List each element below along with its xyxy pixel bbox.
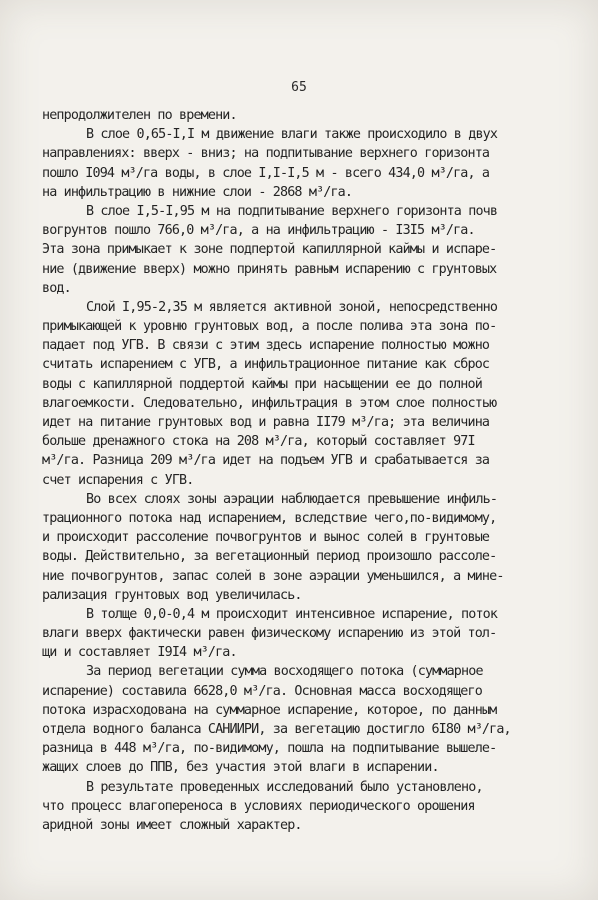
text-line: воды. Действительно, за вегетационный период произошло рассоле-	[42, 549, 497, 565]
page-number: 65	[291, 80, 307, 95]
text-line: ние почвогрунтов, запас солей в зоне аэрации уменьшился, а мине-	[42, 568, 504, 584]
text-line: Во всех слоях зоны аэрации наблюдается превышение инфиль-	[86, 491, 498, 507]
text-line: рализация грунтовых вод увеличилась.	[42, 587, 302, 603]
text-line: больше дренажного стока на 208 м³/га, который составляет 97I	[42, 434, 475, 450]
text-line: вод.	[42, 280, 71, 296]
text-line: трационного потока над испарением, вследствие чего,по-видимому,	[42, 510, 497, 526]
text-line: Слой I,95-2,35 м является активной зоной, непосредственно	[86, 299, 498, 315]
text-line: За период вегетации сумма восходящего потока (суммарное	[86, 664, 483, 680]
text-line: считать испарением с УГВ, а инфильтрационное питание как сброс	[42, 357, 490, 373]
text-line: влагоемкости. Следовательно, инфильтрация в этом слое полностью	[42, 395, 497, 411]
body-text	[42, 106, 564, 835]
text-line: непродолжителен по времени.	[42, 108, 237, 123]
text-line: разница в 448 м³/га, по-видимому, пошла на подпитывание вышеле-	[42, 741, 497, 757]
text-line: м³/га. Разница 209 м³/га идет на подъем УГВ и срабатывается за	[42, 453, 490, 469]
text-line: В слое 0,65-I,I м движение влаги также происходило в двух	[86, 127, 498, 143]
text-line: пошло I094 м³/га воды, в слое I,I-I,5 м - всего 434,0 м³/га, а	[42, 165, 490, 181]
text-line: направлениях: вверх - вниз; на подпитывание верхнего горизонта	[42, 146, 490, 162]
text-line: В результате проведенных исследований было установлено,	[86, 779, 483, 795]
text-line: аридной зоны имеет сложный характер.	[42, 817, 302, 833]
text-line: Эта зона примыкает к зоне подпертой капиллярной каймы и испаре-	[42, 242, 497, 258]
text-line: примыкающей к уровню грунтовых вод, а после полива эта зона по-	[42, 319, 497, 335]
text-line: идет на питание грунтовых вод и равна II79 м³/га; эта величина	[42, 415, 490, 430]
text-line: на инфильтрацию в нижние слои - 2868 м³/га.	[42, 184, 353, 200]
text-line: влаги вверх фактически равен физическому испарению из этой тол-	[42, 626, 497, 642]
text-line: жащих слоев до ППВ, без участия этой влаги в испарении.	[42, 760, 439, 776]
text-line: отдела водного баланса САНИИРИ, за вегетацию достигло 6I80 м³/га,	[42, 722, 511, 737]
text-line: ние (движение вверх) можно принять равным испарению с грунтовых	[42, 261, 497, 277]
text-line: счет испарения с УГВ.	[42, 472, 194, 488]
text-line: вогрунтов пошло 766,0 м³/га, а на инфильтрацию - I3I5 м³/га.	[42, 223, 475, 239]
text-line: испарение) составила 6628,0 м³/га. Основная масса восходящего	[42, 683, 482, 699]
text-line: щи и составляет I9I4 м³/га.	[42, 645, 237, 661]
text-line: падает под УГВ. В связи с этим здесь испарение полностью можно	[42, 338, 490, 354]
text-line: и происходит рассоление почвогрунтов и вынос солей в грунтовые	[42, 530, 490, 546]
text-line: что процесс влагопереноса в условиях периодического орошения	[42, 798, 475, 814]
text-line: В слое I,5-I,95 м на подпитывание верхнего горизонта почв	[86, 203, 498, 219]
text-line: воды с капиллярной поддертой каймы при насыщении ее до полной	[42, 376, 482, 392]
text-line: потока израсходована на суммарное испарение, которое, по данным	[42, 702, 497, 718]
text-line: В толще 0,0-0,4 м происходит интенсивное испарение, поток	[86, 606, 498, 622]
